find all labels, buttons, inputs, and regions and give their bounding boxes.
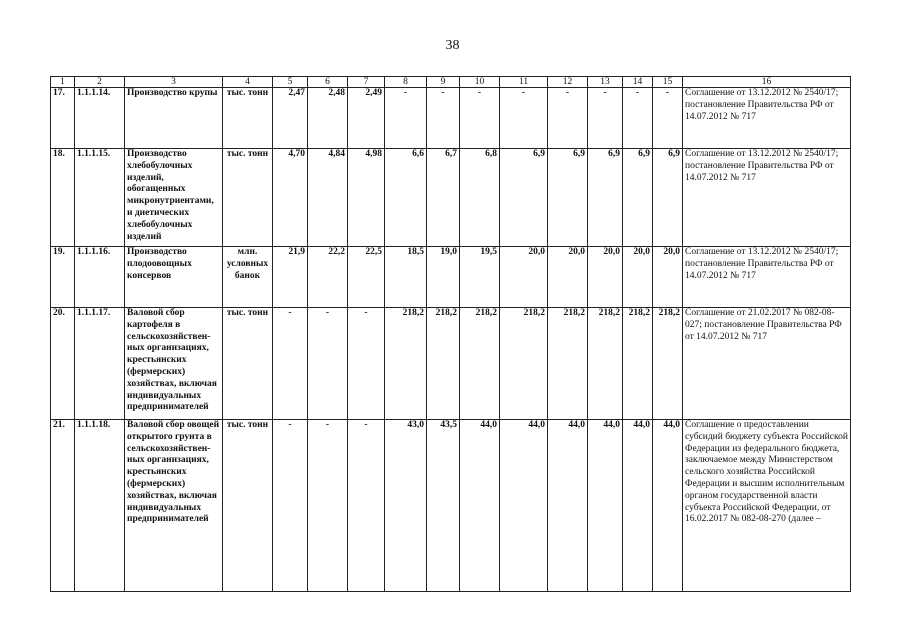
indicator-name: Производство хлебобулочных изделий, обогащенных микронутриентами, и диетических хлебобулочных изделий: [125, 149, 223, 247]
indicator-code: 1.1.1.17.: [75, 308, 125, 420]
value-cell: 218,2: [460, 308, 500, 420]
source-note: Соглашение от 13.12.2012 № 2540/17; постановление Правительства РФ от 14.07.2012 № 717: [683, 149, 851, 247]
value-cell: 6,9: [623, 149, 653, 247]
column-header: 13: [588, 77, 623, 88]
row-number: 21.: [51, 420, 75, 592]
source-note: Соглашение от 13.12.2012 № 2540/17; постановление Правительства РФ от 14.07.2012 № 717: [683, 88, 851, 149]
value-cell: 218,2: [653, 308, 683, 420]
header-row: [51, 77, 851, 88]
value-cell: 2,49: [348, 88, 385, 149]
column-header: 15: [653, 77, 683, 88]
indicator-name: Валовой сбор овощей открытого грунта в сельскохозяйствен-ных организациях, крестьянских (фермерских) хозяйствах, включая индивидуальных предпринимателей: [125, 420, 223, 592]
value-cell: 20,0: [623, 247, 653, 308]
value-cell: 218,2: [385, 308, 427, 420]
value-cell: 20,0: [588, 247, 623, 308]
value-cell: 21,9: [273, 247, 308, 308]
value-cell: 22,2: [308, 247, 348, 308]
value-cell: -: [460, 88, 500, 149]
column-header: 14: [623, 77, 653, 88]
row-number: 18.: [51, 149, 75, 247]
indicator-table: [50, 76, 851, 592]
value-cell: -: [308, 420, 348, 592]
row-number: 17.: [51, 88, 75, 149]
value-cell: 19,0: [427, 247, 460, 308]
column-header: 3: [125, 77, 223, 88]
column-header: 12: [548, 77, 588, 88]
value-cell: 2,47: [273, 88, 308, 149]
value-cell: 43,5: [427, 420, 460, 592]
value-cell: 44,0: [623, 420, 653, 592]
value-cell: 6,6: [385, 149, 427, 247]
column-header: 5: [273, 77, 308, 88]
row-number: 19.: [51, 247, 75, 308]
table-row: [51, 420, 851, 592]
value-cell: -: [385, 88, 427, 149]
value-cell: 44,0: [653, 420, 683, 592]
indicator-code: 1.1.1.16.: [75, 247, 125, 308]
column-header: 1: [51, 77, 75, 88]
column-header: 7: [348, 77, 385, 88]
value-cell: 44,0: [500, 420, 548, 592]
value-cell: 4,84: [308, 149, 348, 247]
value-cell: 44,0: [548, 420, 588, 592]
value-cell: -: [273, 420, 308, 592]
value-cell: -: [348, 308, 385, 420]
unit-cell: тыс. тонн: [223, 88, 273, 149]
source-note: Соглашение от 13.12.2012 № 2540/17; постановление Правительства РФ от 14.07.2012 № 717: [683, 247, 851, 308]
indicator-name: Производство крупы: [125, 88, 223, 149]
value-cell: -: [588, 88, 623, 149]
indicator-code: 1.1.1.18.: [75, 420, 125, 592]
value-cell: -: [548, 88, 588, 149]
value-cell: 20,0: [548, 247, 588, 308]
value-cell: -: [308, 308, 348, 420]
indicator-code: 1.1.1.15.: [75, 149, 125, 247]
column-header: 11: [500, 77, 548, 88]
column-header: 6: [308, 77, 348, 88]
column-header: 10: [460, 77, 500, 88]
indicator-name: Валовой сбор картофеля в сельскохозяйствен-ных организациях, крестьянских (фермерских) хозяйствах, включая индивидуальных предпринимателей: [125, 308, 223, 420]
value-cell: 44,0: [460, 420, 500, 592]
value-cell: 2,48: [308, 88, 348, 149]
value-cell: 6,9: [588, 149, 623, 247]
value-cell: 6,8: [460, 149, 500, 247]
row-number: 20.: [51, 308, 75, 420]
page-number: 38: [445, 38, 460, 53]
unit-cell: млн. условных банок: [223, 247, 273, 308]
column-header: 4: [223, 77, 273, 88]
table-row: [51, 88, 851, 149]
table-row: [51, 247, 851, 308]
value-cell: 6,9: [548, 149, 588, 247]
column-header: 2: [75, 77, 125, 88]
value-cell: 218,2: [588, 308, 623, 420]
value-cell: 6,7: [427, 149, 460, 247]
value-cell: 22,5: [348, 247, 385, 308]
value-cell: 218,2: [623, 308, 653, 420]
value-cell: 218,2: [500, 308, 548, 420]
indicator-code: 1.1.1.14.: [75, 88, 125, 149]
value-cell: 218,2: [548, 308, 588, 420]
value-cell: -: [273, 308, 308, 420]
value-cell: 4,70: [273, 149, 308, 247]
unit-cell: тыс. тонн: [223, 149, 273, 247]
value-cell: -: [348, 420, 385, 592]
value-cell: 4,98: [348, 149, 385, 247]
table-row: [51, 308, 851, 420]
unit-cell: тыс. тонн: [223, 308, 273, 420]
column-header: 9: [427, 77, 460, 88]
indicator-name: Производство плодоовощных консервов: [125, 247, 223, 308]
source-note: Соглашение от 21.02.2017 № 082-08-027; постановление Правительства РФ от 14.07.2012 № 717: [683, 308, 851, 420]
value-cell: -: [653, 88, 683, 149]
value-cell: -: [623, 88, 653, 149]
unit-cell: тыс. тонн: [223, 420, 273, 592]
column-header: 16: [683, 77, 851, 88]
value-cell: 43,0: [385, 420, 427, 592]
column-header: 8: [385, 77, 427, 88]
source-note: Соглашение о предоставлении субсидий бюджету субъекта Российской Федерации из федерального бюджета, заключаемое между Министерством сельского хозяйства Российской Федерации и высшим исполнительным органом государственной власти субъекта Российской Федерации, от 16.02.2017 № 082-08-270 (далее –: [683, 420, 851, 592]
value-cell: 218,2: [427, 308, 460, 420]
value-cell: 6,9: [500, 149, 548, 247]
table-row: [51, 149, 851, 247]
value-cell: 18,5: [385, 247, 427, 308]
value-cell: 20,0: [500, 247, 548, 308]
value-cell: -: [427, 88, 460, 149]
value-cell: 44,0: [588, 420, 623, 592]
value-cell: -: [500, 88, 548, 149]
value-cell: 19,5: [460, 247, 500, 308]
value-cell: 6,9: [653, 149, 683, 247]
value-cell: 20,0: [653, 247, 683, 308]
